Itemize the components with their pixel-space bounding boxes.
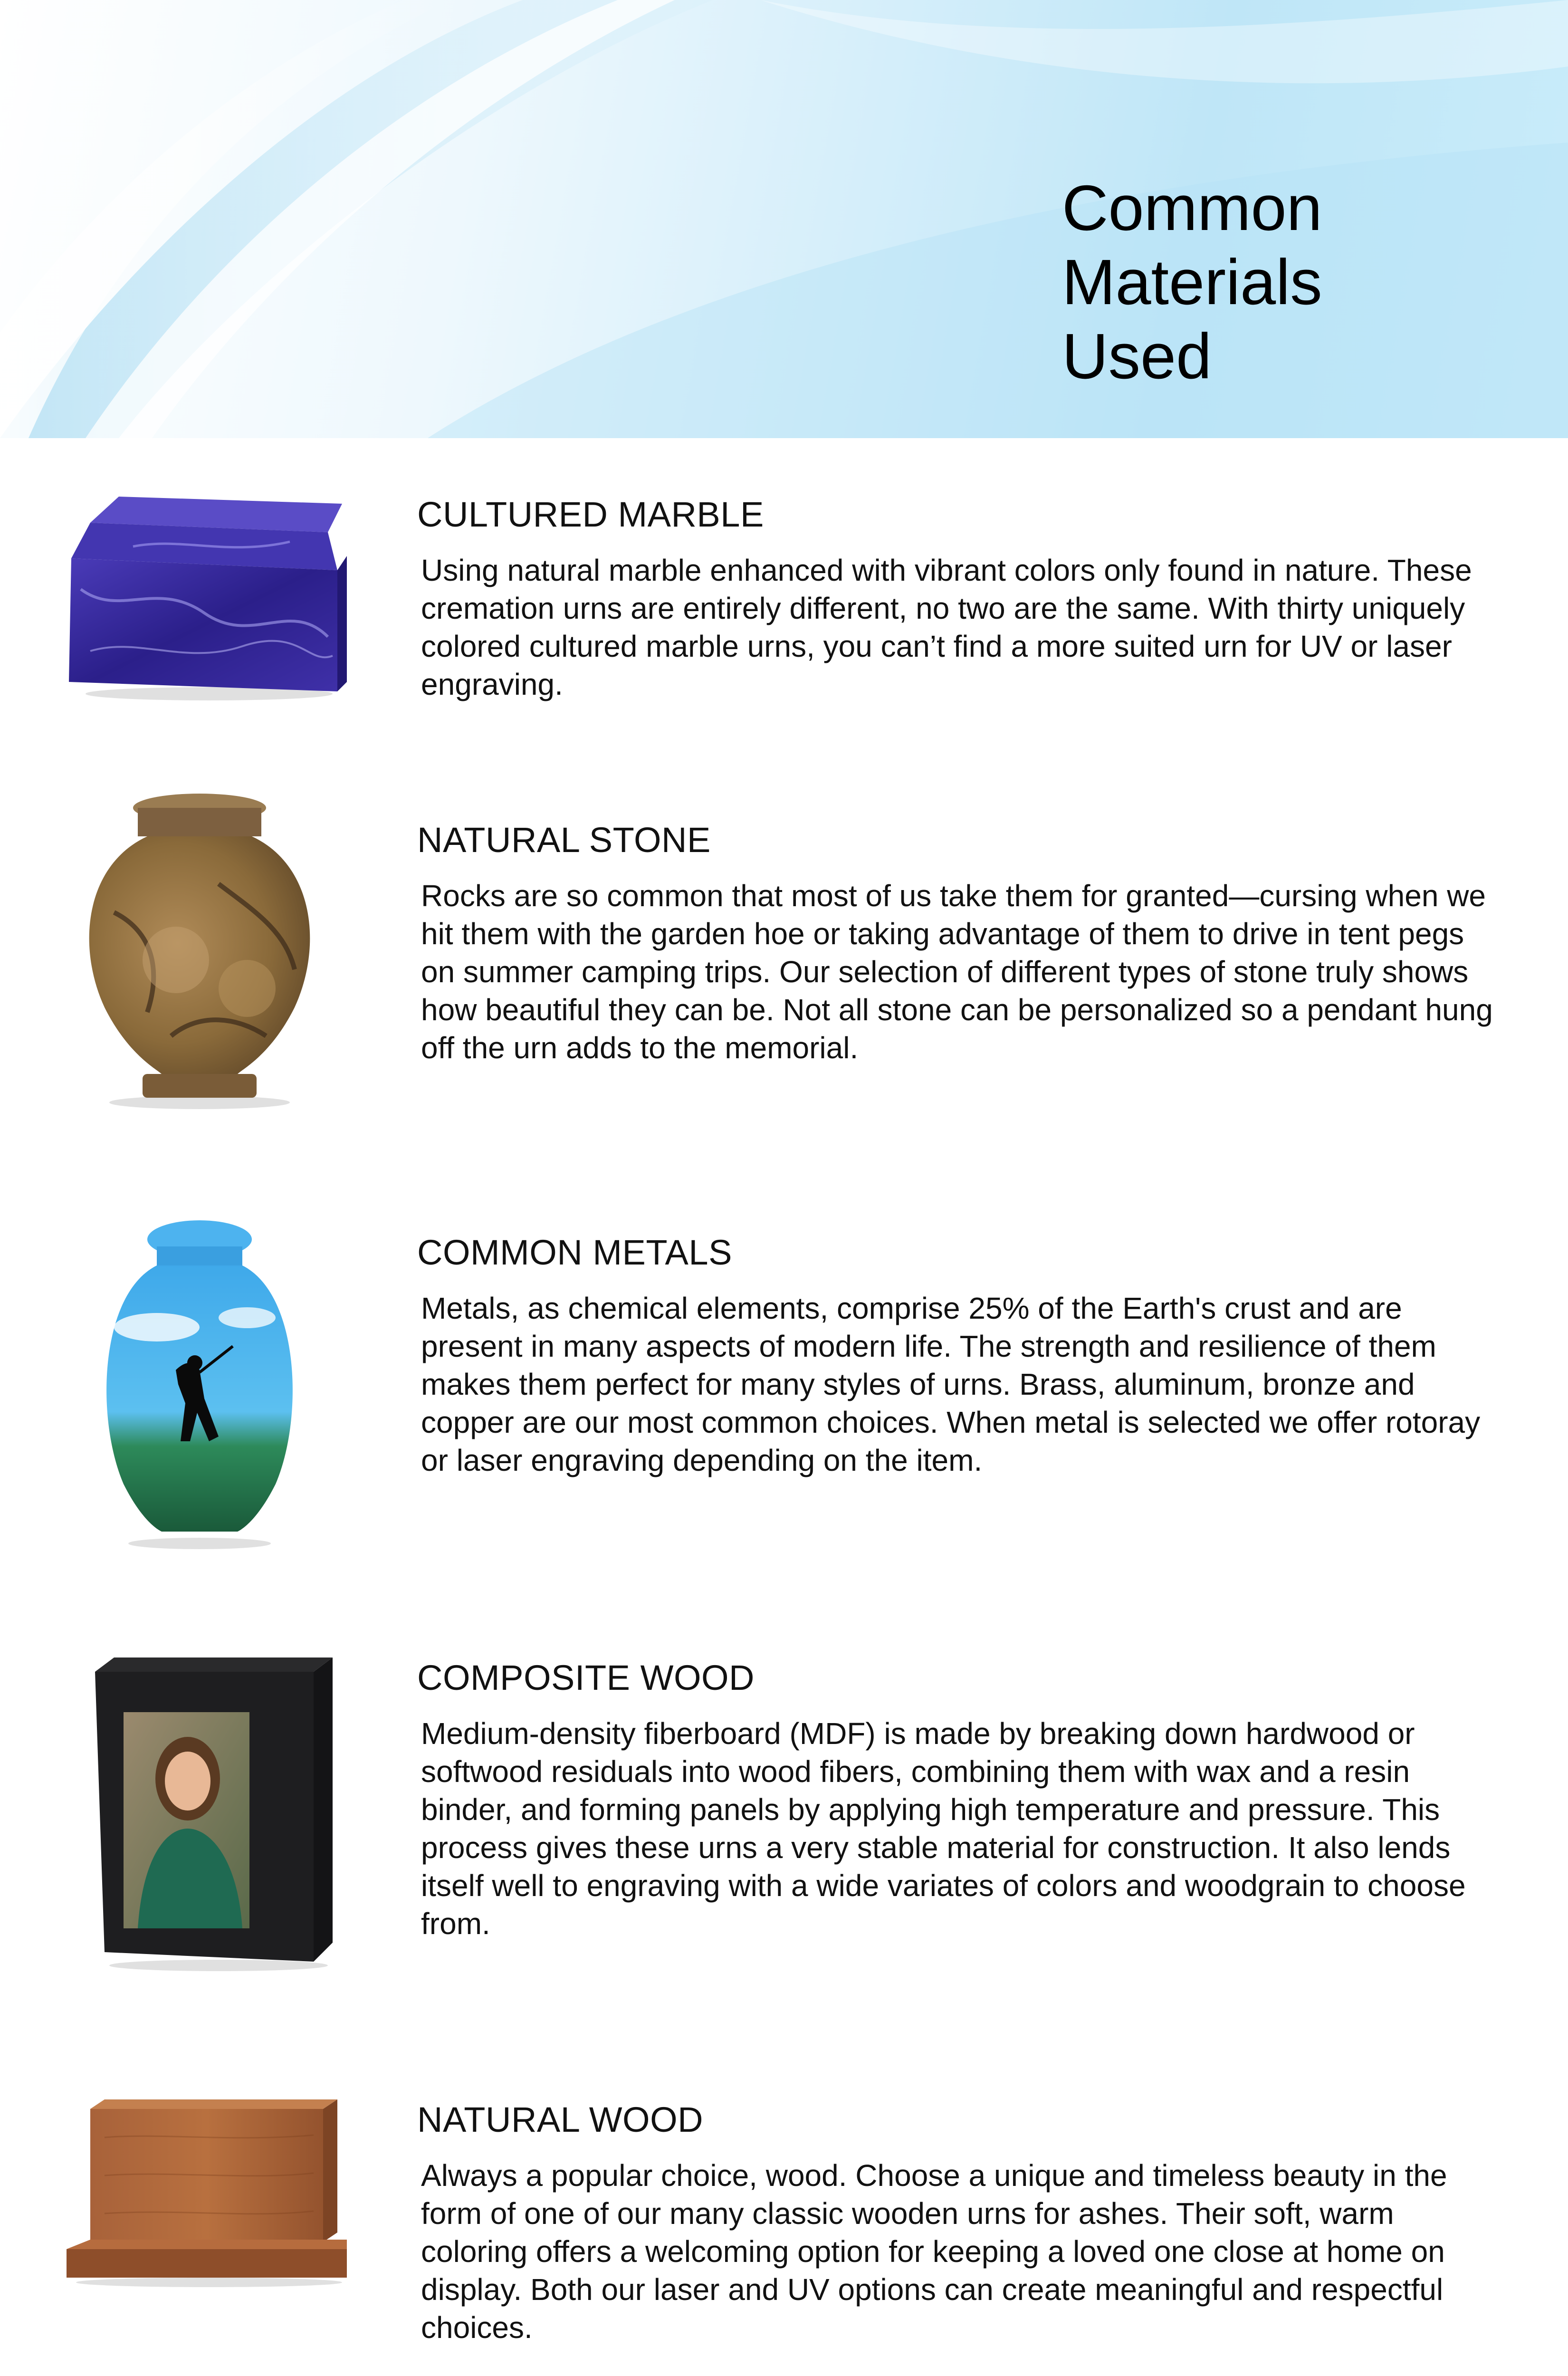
- blue-metal-golfer-urn-image: [95, 1218, 304, 1551]
- brown-natural-stone-vase-urn-image: [76, 789, 323, 1112]
- purple-cultured-marble-urn-image: [62, 494, 356, 703]
- section-body: Using natural marble enhanced with vibrant colors only found in nature. These cremation urns are entirely different, no two are the same. With thirty uniquely colored cultured marble urns, you can’t find a more suited urn for UV or laser engraving.: [421, 553, 1472, 701]
- section-heading: COMMON METALS: [417, 1233, 732, 1272]
- section-body: Metals, as chemical elements, comprise 25% of the Earth's crust and are present in many aspects of modern life. The strength and resilience of them makes them perfect for many styles of urns. Brass, aluminum, bronze and copper are our most common choices. When metal is selected we offer rotoray or laser engraving depending on the item.: [421, 1291, 1481, 1477]
- section-body: Rocks are so common that most of us take them for granted—cursing when we hit them with the garden hoe or taking advantage of them to drive in tent pegs on summer camping trips. Our selection of different types of stone truly shows how beautiful they can be. Not all stone can be personalized so a pendant hung off the urn adds to the memorial.: [421, 879, 1493, 1065]
- section-heading: NATURAL WOOD: [417, 2100, 704, 2139]
- section-body: Always a popular choice, wood. Choose a unique and timeless beauty in the form of one of our many classic wooden urns for ashes. Their soft, warm coloring offers a welcoming option for keeping a loved one close at home on display. Both our laser and UV options can create meaningful and respectful choices.: [421, 2158, 1447, 2345]
- section-heading: COMPOSITE WOOD: [417, 1658, 755, 1697]
- section-heading: NATURAL STONE: [417, 820, 711, 860]
- section-heading: CULTURED MARBLE: [417, 495, 764, 534]
- section-body: Medium-density fiberboard (MDF) is made by breaking down hardwood or softwood residuals into wood fibers, combining them with wax and a resin binder, and forming panels by applying high temperature and pressure. This process gives these urns a very stable material for construction. It also lends itself well to engraving with a wide variates of colors and woodgrain to choose from.: [421, 1716, 1466, 1941]
- page-title-line-2: Materials: [1062, 246, 1322, 318]
- black-photo-frame-urn-image: [95, 1657, 342, 1971]
- header-banner: [0, 0, 1568, 438]
- page-title-line-1: Common: [1062, 172, 1322, 244]
- page-title-line-3: Used: [1062, 320, 1212, 392]
- cherry-wood-box-urn-image: [67, 2099, 352, 2290]
- page-title: [1062, 171, 1490, 393]
